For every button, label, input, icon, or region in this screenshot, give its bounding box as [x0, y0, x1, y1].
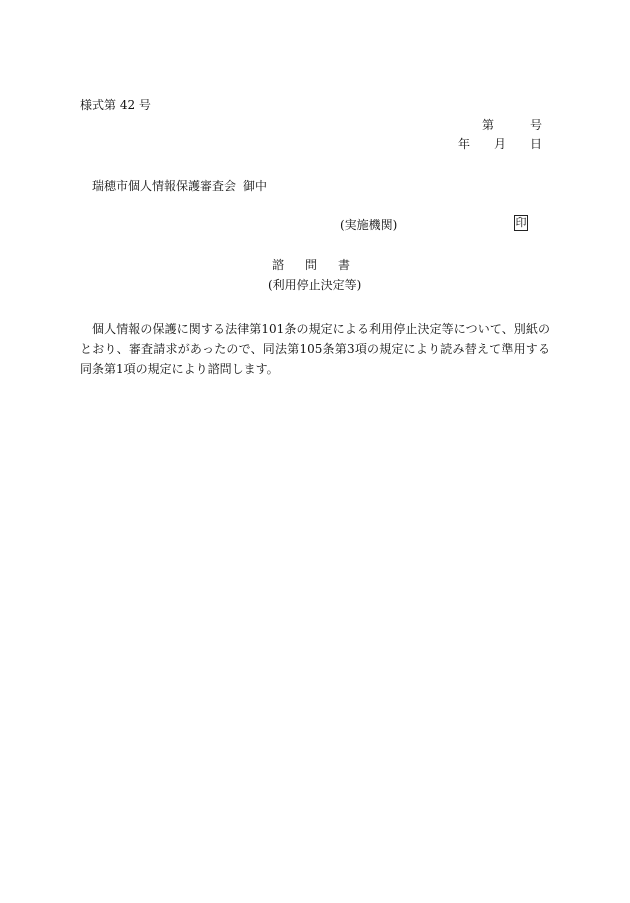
- body-paragraph: 個人情報の保護に関する法律第101条の規定による利用停止決定等について、別紙のとおり、審査請求があったので、同法第105条第3項の規定により読み替えて準用する同条第1項の規定により諮問します。: [80, 322, 550, 376]
- date-day-label: 日: [530, 137, 543, 151]
- date-month-label: 月: [494, 137, 507, 151]
- implementing-body-label: (実施機関): [340, 218, 398, 232]
- addressee-name: 瑞穂市個人情報保護審査会: [92, 179, 237, 193]
- form-number: 様式第 42 号: [80, 98, 151, 112]
- seal-mark: 印: [515, 216, 527, 229]
- document-title: 諮問書: [272, 258, 372, 272]
- document-subtitle: (利用停止決定等): [268, 278, 362, 292]
- date-year-label: 年: [458, 137, 471, 151]
- addressee-honorific: 御中: [243, 179, 268, 193]
- issue-number-prefix: 第: [482, 118, 495, 132]
- issue-number-suffix: 号: [530, 118, 543, 132]
